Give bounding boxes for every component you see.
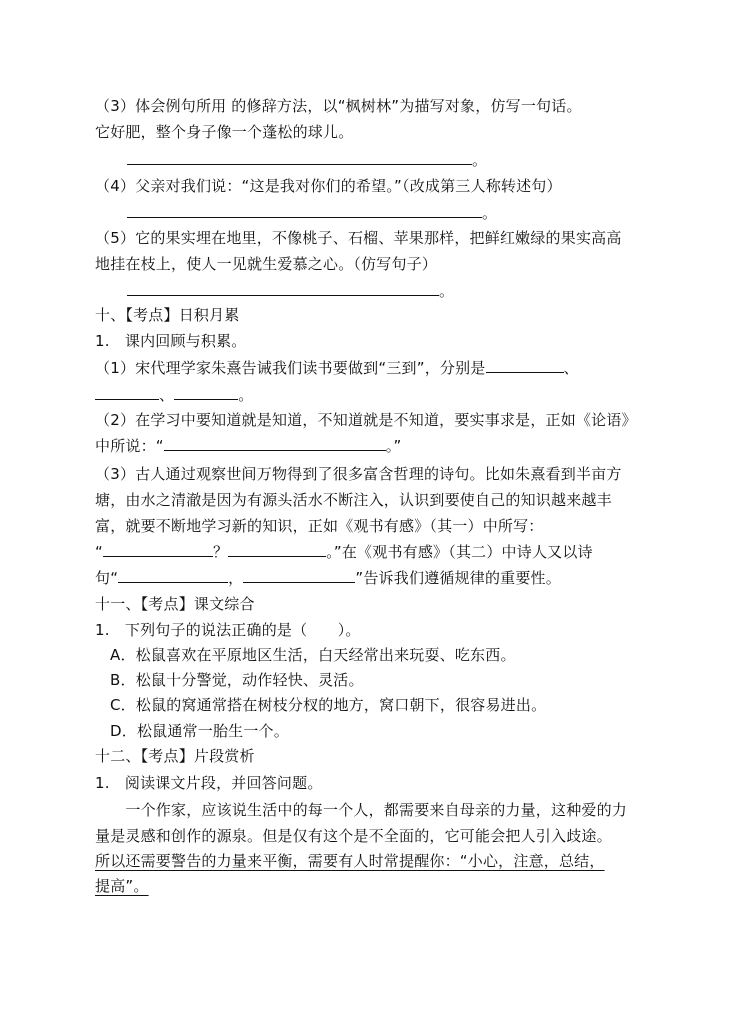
s10-p2-line2 <box>95 436 401 458</box>
s10-p1-line2 <box>95 385 253 407</box>
q3-prompt: （3）体会例句所用 的修辞方法，以“枫树林”为描写对象，仿写一句话。 <box>95 97 582 115</box>
s10-p3-question-mark: ？ <box>212 543 229 561</box>
q4-answer-line <box>127 203 497 225</box>
section10-heading: 十、【考点】日积月累 <box>95 306 240 324</box>
passage-line3-underlined: 所以还需要警告的力量来平衡，需要有人时常提醒你：“小心，注意，总结， <box>95 852 605 870</box>
s10-p3-line1: （3）古人通过观察世间万物得到了很多富含哲理的诗句。比如朱熹看到半亩方 <box>95 465 622 483</box>
s10-p2-end: 。” <box>385 437 402 455</box>
q4-answer-end: 。 <box>482 204 498 222</box>
q3-example: 它好肥，整个身子像一个蓬松的球儿。 <box>95 123 354 141</box>
q3-answer-line <box>127 150 487 172</box>
s10-p1-end: 。 <box>238 386 254 404</box>
s10-p3-open-quote: “ <box>95 543 103 561</box>
q4-prompt: （4）父亲对我们说：“这是我对你们的希望。”（改成第三人称转述句） <box>95 177 562 195</box>
q3-answer-end: 。 <box>472 151 488 169</box>
s10-p3-line4 <box>95 542 593 564</box>
s10-p3-line2: 塘，由水之清澈是因为有源头活水不断注入，认识到要使自己的知识越来越丰 <box>95 491 612 509</box>
s10-p3-line5-comma: ， <box>228 569 244 587</box>
s10-p1-blank1[interactable] <box>486 358 564 373</box>
s10-p3-blank1[interactable] <box>103 542 213 557</box>
s10-p1-blank3[interactable] <box>174 385 238 400</box>
q5-answer-line <box>127 281 454 303</box>
section10-item1: 1. 课内回顾与积累。 <box>95 332 247 350</box>
section11-question: 1. 下列句子的说法正确的是（ ）。 <box>95 621 361 639</box>
section11-option-c[interactable]: C．松鼠的窝通常搭在树枝分杈的地方，窝口朝下，很容易进出。 <box>110 696 547 714</box>
s10-p3-line5-end: ”告诉我们遵循规律的重要性。 <box>355 569 561 587</box>
s10-p3-line3: 富，就要不断地学习新的知识，正如《观书有感》（其一）中所写： <box>95 517 544 535</box>
q5-line1: （5）它的果实埋在地里，不像桃子、石榴、苹果那样，把鲜红嫩绿的果实高高 <box>95 229 622 247</box>
s10-p3-blank2[interactable] <box>228 542 326 557</box>
s10-p2-line1: （2）在学习中要知道就是知道，不知道就是不知道，要实事求是，正如《论语》 <box>95 411 637 429</box>
s10-p2-blank[interactable] <box>164 436 386 451</box>
s10-p3-line4-mid: 。”在《观书有感》（其二）中诗人又以诗 <box>326 543 593 561</box>
section11-option-d[interactable]: D．松鼠通常一胎生一个。 <box>110 722 289 740</box>
s10-p1-sep2: 、 <box>159 386 175 404</box>
s10-p3-line5-start: 句“ <box>95 569 119 587</box>
q5-line2: 地挂在枝上，使人一见就生爱慕之心。（仿写句子） <box>95 255 438 273</box>
s10-p1-blank2[interactable] <box>95 385 159 400</box>
s10-p2-start: 中所说：“ <box>95 437 164 455</box>
passage-line1: 一个作家，应该说生活中的每一个人，都需要来自母亲的力量，这种爱的力 <box>95 801 628 819</box>
section12-heading: 十二、【考点】片段赏析 <box>95 747 255 765</box>
q5-answer-end: 。 <box>439 282 455 300</box>
s10-p3-blank3[interactable] <box>118 568 228 583</box>
passage-line4-underlined: 提高”。 <box>95 877 149 895</box>
s10-p1-text: （1）宋代理学家朱熹告诫我们读书要做到“三到”，分别是 <box>95 359 486 377</box>
section11-heading: 十一、【考点】课文综合 <box>95 595 255 613</box>
q5-answer-blank[interactable] <box>127 281 439 296</box>
section12-item1: 1. 阅读课文片段，并回答问题。 <box>95 774 323 792</box>
s10-p1-line1 <box>95 358 579 380</box>
passage-line2: 量是灵感和创作的源泉。但是仅有这个是不全面的，它可能会把人引入歧途。 <box>95 827 612 845</box>
q4-answer-blank[interactable] <box>127 203 482 218</box>
section11-option-a[interactable]: A．松鼠喜欢在平原地区生活，白天经常出来玩耍、吃东西。 <box>110 646 516 664</box>
s10-p3-blank4[interactable] <box>243 568 355 583</box>
section11-option-b[interactable]: B．松鼠十分警觉，动作轻快、灵活。 <box>110 671 364 689</box>
q3-answer-blank[interactable] <box>127 150 472 165</box>
s10-p1-sep1: 、 <box>563 359 579 377</box>
s10-p3-line5 <box>95 568 561 590</box>
